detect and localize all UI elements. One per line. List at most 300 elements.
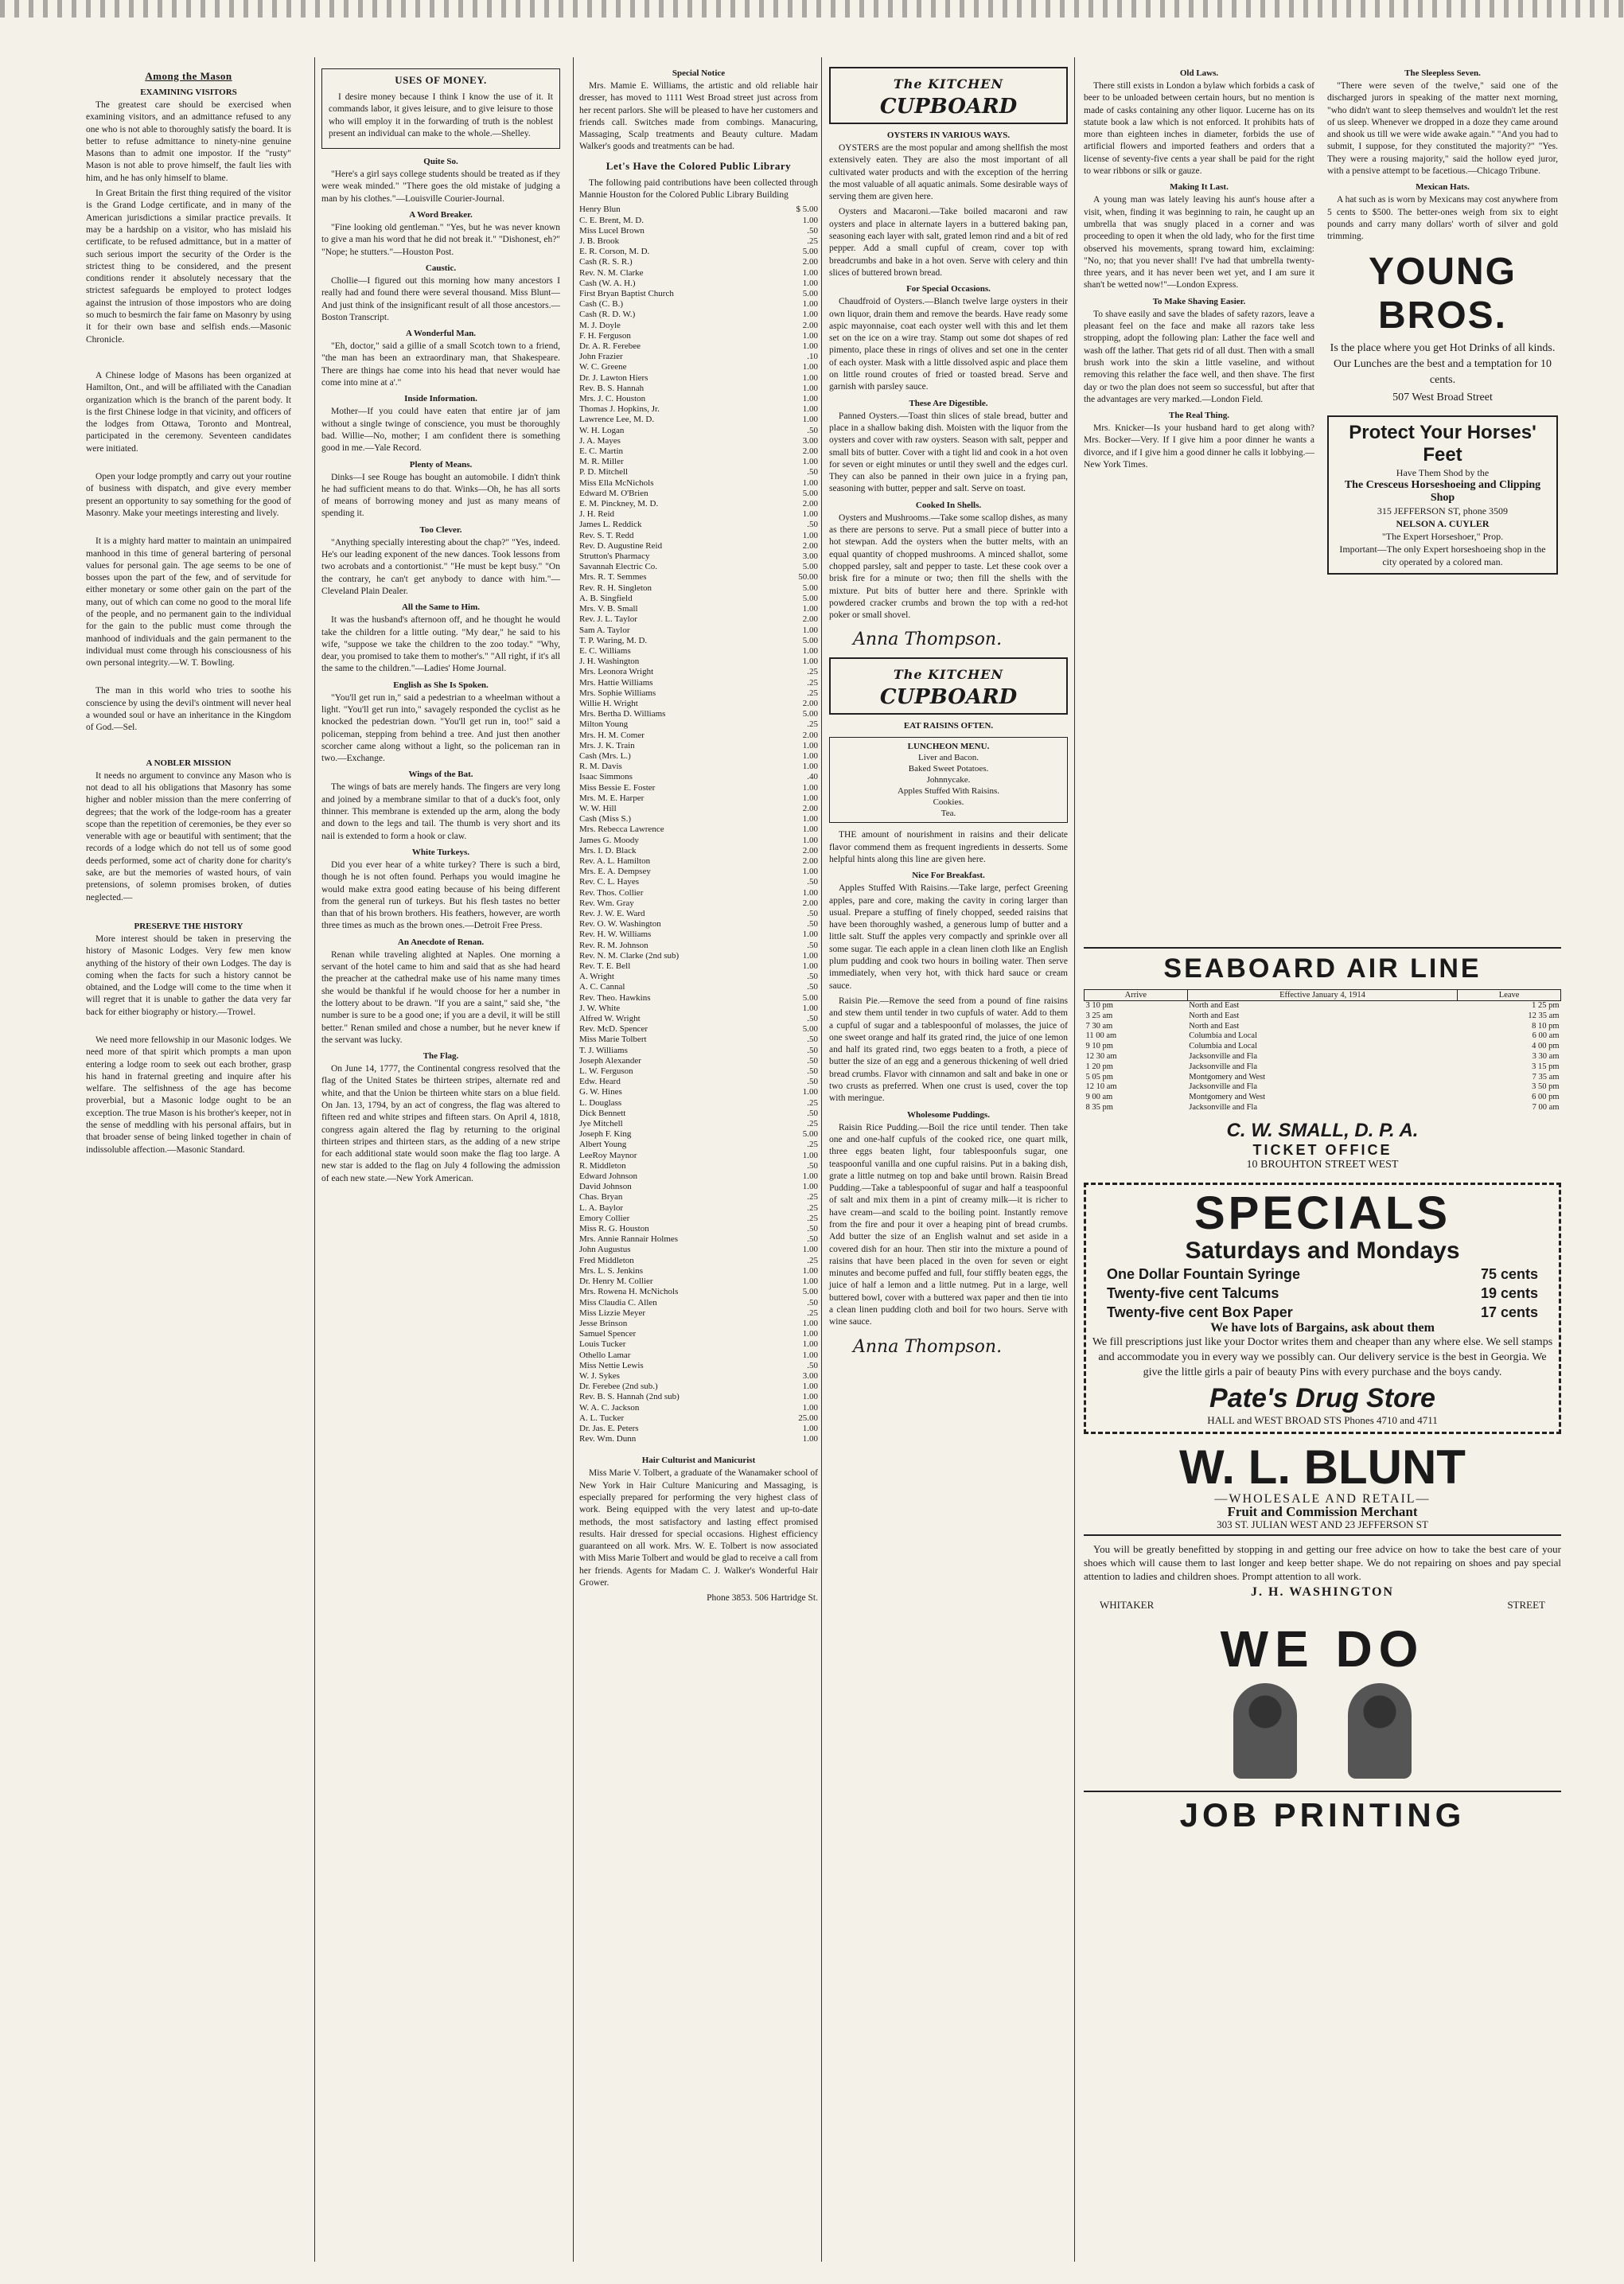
column-short-items [1084, 64, 1314, 474]
donor-name: Samuel Spencer [579, 1329, 637, 1339]
donor-amount: .25 [807, 1213, 818, 1223]
donor-name: Rev. Theo. Hawkins [579, 992, 651, 1003]
donor-amount: 5.00 [802, 562, 818, 572]
donor-row [579, 216, 818, 226]
donor-row [579, 1014, 818, 1024]
donor-row [579, 299, 818, 310]
paragraph: "Anything specially interesting about the chap?" "Yes, indeed. He's our leading exponent of the new dances. Took lessons from two acrobats and a contortionist." "He must be kept busy." "On the contrary, he can't get anybody to dance with him."—Cleveland Plain Dealer. [321, 537, 560, 596]
donor-name: Miss Bessie E. Foster [579, 782, 656, 793]
donor-amount: 1.00 [802, 645, 818, 656]
schedule-row [1085, 1073, 1561, 1083]
blunt-title: W. L. BLUNT [1179, 1440, 1466, 1494]
leave-time: 3 15 pm [1532, 1062, 1560, 1071]
donor-row [579, 888, 818, 898]
donor-row [579, 1234, 818, 1245]
column-right [1327, 64, 1558, 581]
item-title: Mexican Hats. [1416, 182, 1470, 193]
donor-amount: 1.00 [802, 604, 818, 614]
leave-time: 7 35 am [1532, 1072, 1560, 1082]
donor-amount: .50 [807, 982, 818, 992]
donor-row [579, 1098, 818, 1109]
job-printing-title: JOB PRINTING [1084, 1791, 1561, 1834]
donor-row [579, 824, 818, 835]
item-title: Cooked In Shells. [915, 500, 982, 510]
donor-name: Othello Lamar [579, 1350, 631, 1360]
donor-row [579, 1413, 818, 1424]
hand-illustration [1233, 1683, 1297, 1779]
donor-amount: 1.00 [802, 1423, 818, 1433]
donor-name: Edward Johnson [579, 1171, 638, 1182]
donor-name: R. M. Davis [579, 762, 622, 772]
donor-row [579, 804, 818, 814]
paragraph: We need more fellowship in our Masonic lodges. We need more of that spirit which prompts a man upon entering a lodge room to seek out each brother, grasp his hand in fraternal greeting and inquire after his welfare. The selfishness of the age has become proverbial, but a Masonic lodge ought to be an exception. The true Mason is his brother's keeper, not in the sense of meddling with his personal affairs, but in that broader sense of being linked together in chain of indissoluble affection.—Masonic Standard. [86, 1035, 291, 1155]
donor-row [579, 898, 818, 909]
donor-name: R. Middleton [579, 1160, 626, 1171]
donor-amount: 1.00 [802, 477, 818, 488]
donor-name: Rev. McD. Spencer [579, 1024, 648, 1035]
ad-text: Important—The only Expert horseshoeing shop in the city operated by a colored man. [1339, 543, 1546, 567]
donor-row [579, 1066, 818, 1077]
donor-row [579, 289, 818, 299]
donor-name: Rev. N. M. Clarke (2nd sub) [579, 950, 680, 961]
donor-row [579, 226, 818, 236]
donor-name: Rev. J. L. Taylor [579, 614, 637, 625]
route: Jacksonville and Fla [1189, 1062, 1257, 1071]
donor-name: Mrs. J. C. Houston [579, 394, 646, 404]
ad-text: Is the place where you get Hot Drinks of all kinds. Our Lunches are the best and a temptation for 10 cents. [1330, 341, 1556, 386]
column-rule [573, 57, 574, 2262]
donor-amount: .50 [807, 919, 818, 930]
menu-title: LUNCHEON MENU. [907, 742, 990, 752]
paragraph: Renan while traveling alighted at Naples. One morning a servant of the hotel came to him and said that as she had heard the preacher at the cathedral make use of his name many times she would be thankful if he would choose for her a number in the lottery about to be drawn. "If you are a saint," said she, "the number is sure to be a good one; if you are a devil, it will be still better." Renan smiled and chose a number, but he never knew if the servant was lucky. [321, 949, 560, 1045]
donor-name: Rev. B. S. Hannah (2nd sub) [579, 1392, 680, 1402]
donor-row [579, 688, 818, 699]
donor-name: Sam A. Taylor [579, 625, 630, 635]
donor-row [579, 636, 818, 646]
paragraph: Apples Stuffed With Raisins.—Take large, perfect Greening apples, pare and core, making the cavity in coring larger than usual. Prepare a stuffing of finely chopped, seeded raisins that have been thoroughly washed, a generous lump of butter and a little salt. Stuff the apples very compactly and sprinkle over all some sugar. Tie each apple in a clean linen cloth like an English plum pudding and cook two hours in boiling water. Then serve immediately, when very hot, with thick hard sauce or cream sauce. [829, 883, 1068, 991]
donor-name: Miss Marie Tolbert [579, 1035, 647, 1045]
donor-name: Rev. T. E. Bell [579, 961, 631, 971]
paragraph: Open your lodge promptly and carry out your routine of business with dispatch, and give every member present an opportunity to say something for the good of Masonry. Make your meetings interesting and lively. [86, 472, 291, 518]
donor-amount: .40 [807, 772, 818, 782]
special-price: 75 cents [1480, 1265, 1538, 1282]
donor-amount: 1.00 [802, 1087, 818, 1097]
donor-amount: 1.00 [802, 1276, 818, 1287]
schedule-row [1085, 1011, 1561, 1022]
item-title: Nice For Breakfast. [912, 871, 985, 881]
donor-row [579, 646, 818, 657]
paragraph: I desire money because I think I know the use of it. It commands labor, it gives leisure, and to give leisure to those who will employ it in the forwarding of truth is the noblest present an individual can make to the whole.—Shelley. [329, 92, 553, 138]
donor-row [579, 1129, 818, 1140]
donor-amount: 1.00 [802, 1245, 818, 1255]
donor-amount: .50 [807, 1360, 818, 1370]
item-title: Special Notice [672, 68, 726, 78]
donor-row [579, 562, 818, 572]
donor-row [579, 1224, 818, 1234]
donor-row [579, 520, 818, 530]
donor-row [579, 1329, 818, 1339]
agent-name: C. W. SMALL, D. P. A. [1226, 1119, 1419, 1141]
donor-row [579, 930, 818, 940]
donor-amount: .25 [807, 236, 818, 246]
donor-row [579, 982, 818, 992]
column-rule [821, 57, 822, 2262]
arrive-time: 9 00 am [1085, 1093, 1113, 1102]
donor-row [579, 1382, 818, 1392]
donor-name: Rev. Wm. Dunn [579, 1434, 637, 1444]
donor-row [579, 793, 818, 804]
donor-amount: 3.00 [802, 552, 818, 562]
donor-amount: 1.00 [802, 404, 818, 415]
route: Jacksonville and Fla [1189, 1102, 1257, 1112]
ad-subtitle: Saturdays and Mondays [1185, 1237, 1460, 1264]
leave-time: 4 00 pm [1532, 1042, 1560, 1051]
paragraph: A young man was lately leaving his aunt's house after a visit, when, finding it was beginning to rain, he caught up an umbrella that was snugly placed in a corner and was proceeding to open it when the old lady, who for the first time observed his movements, sprang toward him, exclaiming: "No, no; that you never shall! I've had that umbrella twenty-three years, and it has never been wet yet, and I am sure it shan't be wetted now!"—London Express. [1084, 195, 1314, 290]
donor-name: Lawrence Lee, M. D. [579, 415, 655, 425]
donor-name: W. A. C. Jackson [579, 1402, 640, 1413]
donor-name: First Bryan Baptist Church [579, 289, 674, 298]
donor-name: P. D. Mitchell [579, 467, 629, 477]
donor-amount: 2.00 [802, 803, 818, 813]
donor-name: J. W. White [579, 1003, 621, 1013]
donor-row [579, 919, 818, 930]
donor-row [579, 384, 818, 394]
schedule-row [1085, 1093, 1561, 1103]
donor-row [579, 467, 818, 477]
donor-row [579, 1308, 818, 1319]
donor-row [579, 1203, 818, 1214]
item-title: To Make Shaving Easier. [1152, 296, 1246, 306]
menu-item: Tea. [941, 809, 956, 819]
donor-row [579, 614, 818, 625]
col-header: Leave [1458, 990, 1561, 1001]
train-schedule [1084, 989, 1561, 1113]
kitchen-cupboard-logo [829, 67, 1068, 124]
route: North and East [1189, 1001, 1240, 1010]
donor-amount: .25 [807, 667, 818, 677]
donor-name: Rev. B. S. Hannah [579, 383, 645, 393]
donor-name: Miss Lizzie Meyer [579, 1308, 646, 1318]
donor-amount: .50 [807, 1160, 818, 1171]
donor-amount: 5.00 [802, 1287, 818, 1297]
donor-amount: .50 [807, 1077, 818, 1087]
item-title: Caustic. [425, 263, 457, 273]
special-name: Twenty-five cent Box Paper [1107, 1304, 1293, 1320]
donor-amount: .50 [807, 1045, 818, 1055]
donor-name: T. J. Williams [579, 1045, 628, 1055]
paragraph: Oysters and Mushrooms.—Take some scallop dishes, as many as there are persons to serve. Put a small piece of butter into a hot stewpan. Add the oysters when the butter melts, with an equal quantity of chopped mushrooms. A minced shallot, some chopped parsley, salt and pepper to taste. Let these cook over a brisk fire for a minute or two; then fill the shells with the mixture. Put bits of butter here and there. Sprinkle with powdered cracker crumbs and brown the top with a red-hot poker or small shovel. [829, 513, 1068, 621]
donor-amount: 1.00 [802, 394, 818, 404]
donor-row [579, 321, 818, 331]
donor-row [579, 1056, 818, 1066]
donor-amount: 1.00 [802, 814, 818, 824]
donor-name: E. R. Corson, M. D. [579, 247, 650, 257]
donor-row [579, 1119, 818, 1129]
article-subtitle: EXAMINING VISITORS [140, 88, 237, 97]
donor-name: Rev. J. W. E. Ward [579, 908, 645, 918]
donor-row [579, 236, 818, 247]
donor-name: Rev. O. W. Washington [579, 919, 661, 930]
special-item [1091, 1284, 1554, 1303]
quote-box [321, 68, 560, 149]
leave-time: 12 35 am [1528, 1011, 1560, 1020]
donor-amount: 1.00 [802, 1339, 818, 1350]
item-title: All the Same to Him. [401, 602, 481, 613]
donor-row [579, 531, 818, 541]
paragraph: It is a mighty hard matter to maintain an unimpaired manhood in this time of general bartering of personal values for personal gain. The age seems to be one of bosses upon the part of the few, and of servitude for either monetary or some other gain on the part of the many, out of which can come no good to the moral life of the people, and no permanent gain to the individual for the gain to the public must come through the manhood of individuals and the gain permanent to the individual must come through his consciousness of his own personal integrity.—W. T. Bowling. [86, 536, 291, 668]
donor-amount: 2.00 [802, 499, 818, 509]
donor-name: Chas. Bryan [579, 1192, 623, 1202]
donor-name: Mrs. Rowena H. McNichols [579, 1287, 679, 1297]
item-title: Too Clever. [419, 524, 462, 535]
donor-row [579, 509, 818, 520]
signature: Anna Thompson. [853, 629, 1003, 650]
donor-amount: $ 5.00 [796, 205, 818, 215]
donor-amount: 1.00 [802, 1171, 818, 1182]
donor-amount: 1.00 [802, 824, 818, 835]
paragraph: Miss Marie V. Tolbert, a graduate of the Wanamaker school of New York in Hair Culture Manicuring and Massaging, is especially prepared for performing the very highest class of work. Being equipped with the very latest and up-to-date methods, the most satisfactory and lasting effect promised results. Hair dressed for special occasions. Highest efficiency guaranteed on all work. Mrs. W. E. Tolbert is now associated with Miss Marie Tolbert and would be glad to receive a call from her friends. Agents for Madam C. J. Walker's Wonderful Hair Grower. [579, 1468, 818, 1588]
donor-amount: .50 [807, 940, 818, 950]
donor-amount: 1.00 [802, 835, 818, 845]
donor-name: W. J. Sykes [579, 1370, 620, 1381]
ad-title: SPECIALS [1194, 1187, 1451, 1239]
donor-name: J. H. Washington [579, 657, 640, 667]
donor-row [579, 489, 818, 499]
schedule-row [1085, 1052, 1561, 1062]
donor-amount: 2.00 [802, 845, 818, 856]
donor-amount: 5.00 [802, 1129, 818, 1140]
item-title: An Anecdote of Renan. [397, 937, 485, 947]
schedule-row [1085, 1022, 1561, 1032]
logo-line: The KITCHEN [893, 667, 1004, 683]
route: Jacksonville and Fla [1189, 1082, 1257, 1092]
donor-name: L. Douglass [579, 1097, 622, 1108]
donor-amount: 2.00 [802, 898, 818, 908]
donor-amount: 1.00 [802, 762, 818, 772]
donor-name: M. J. Doyle [579, 320, 621, 330]
address-right: STREET [1507, 1598, 1545, 1611]
donor-name: Dr. J. Lawton Hiers [579, 372, 648, 383]
menu-list [833, 752, 1064, 819]
arrive-time: 7 30 am [1085, 1021, 1113, 1031]
donor-row [579, 1319, 818, 1329]
donor-row [579, 877, 818, 887]
donor-amount: .50 [807, 1234, 818, 1245]
paragraph: "There were seven of the twelve," said one of the discharged jurors in speaking of the matter next morning, "who didn't want to sleep themselves and wouldn't let the rest of us sleep. Whenever we dropped in a doze they came around and shook us till we were wide awake again." "And you had to submit, I suppose, for they constituted the majority?" "Yes. They were a rousing majority," said the hollow eyed juror, with a pensive attempt to be facetious.—Chicago Tribune. [1327, 81, 1558, 177]
paragraph: A Chinese lodge of Masons has been organized at Hamilton, Ont., and will be affiliated with the Canadian organization which is the branch of the parent body. It is the first Chinese lodge in that vicinity, and officers of the lodges from Ottawa, Toronto and Montreal, participated in the ceremony. Seventeen candidates were initiated. [86, 370, 291, 454]
donor-amount: 2.00 [802, 698, 818, 708]
donor-name: Henry Blun [579, 205, 621, 215]
article-subtitle: A NOBLER MISSION [146, 758, 232, 768]
donor-amount: 5.00 [802, 1024, 818, 1035]
donor-name: Mrs. H. M. Comer [579, 730, 645, 740]
donor-row [579, 594, 818, 604]
donor-amount: 25.00 [798, 1413, 818, 1423]
donor-row [579, 741, 818, 751]
donor-amount: 1.00 [802, 1318, 818, 1328]
paragraph: We fill prescriptions just like your Doctor writes them and cheaper than any where else. We sell stamps and accommodate you in every way we possibly can. Our delivery service is the best in Georgia. We give the little girls a pair of beauty Pins with every purchase and the boys candy. [1092, 1335, 1553, 1378]
paragraph: OYSTERS are the most popular and among shellfish the most extensively eaten. They are also the most important of all cultivated water products and with the exception of the herring the most valuable of all aquatic animals. Some desirable ways of serving them are given here. [829, 143, 1068, 202]
donor-row [579, 909, 818, 919]
donor-amount: 1.00 [802, 782, 818, 793]
donor-amount: 1.00 [802, 383, 818, 393]
donor-row [579, 541, 818, 552]
donor-row [579, 993, 818, 1004]
donor-amount: 1.00 [802, 867, 818, 877]
seaboard-title: SEABOARD AIR LINE [1084, 947, 1561, 984]
donor-row [579, 709, 818, 719]
donor-row [579, 499, 818, 509]
ad-owner: NELSON A. CUYLER [1396, 517, 1490, 529]
ad-address: 303 ST. JULIAN WEST AND 23 JEFFERSON ST [1084, 1518, 1561, 1536]
donor-name: Miss Nettie Lewis [579, 1360, 644, 1370]
item-title: Wholesome Puddings. [907, 1109, 990, 1120]
donor-row [579, 362, 818, 372]
donor-amount: 1.00 [802, 362, 818, 372]
paragraph: THE amount of nourishment in raisins and their delicate flavor commend them as frequent ingredients in desserts. Some helpful hints along this line are given here. [829, 830, 1068, 864]
donor-name: Rev. Thos. Collier [579, 887, 644, 898]
donor-name: Thomas J. Hopkins, Jr. [579, 404, 660, 415]
donor-name: Rev. R. H. Singleton [579, 583, 652, 593]
donor-amount: 1.00 [802, 415, 818, 425]
item-title: The Flag. [423, 1051, 459, 1062]
donor-row [579, 247, 818, 257]
leave-time: 7 00 am [1532, 1102, 1560, 1112]
kitchen-cupboard-logo [829, 657, 1068, 715]
donor-row [579, 268, 818, 279]
donor-amount: 2.00 [802, 540, 818, 551]
donor-row [579, 478, 818, 489]
signature: Anna Thompson. [853, 1336, 1003, 1357]
paragraph: In Great Britain the first thing required of the visitor is the Grand Lodge certificate, and in many of the American jurisdictions a similar practice prevails. It may be a hardship on a visitor, who has mislaid his certificate, to be refused admittance, but in a matter of such serious import the security of the Order is the strictest thing to be considered, and the present conditions render it absolutely necessary that the strictest safeguards be employed to protect lodges against the intrusion of those impostors who are doing so much to besmirch the fair fame on Masonry by using it for their own base and selfish ends.—Masonic Chronicle. [86, 189, 291, 345]
paragraph: The man in this world who tries to soothe his conscience by using the devil's ointment will never heal a wounded soul or have an inheritance in the Kingdom of God.—Sel. [86, 686, 291, 733]
donor-row [579, 1287, 818, 1297]
donor-row [579, 772, 818, 782]
donor-name: Miss R. G. Houston [579, 1224, 649, 1234]
donor-row [579, 352, 818, 362]
paragraph: You will be greatly benefitted by stopping in and getting our free advice on how to take the best care of your shoes which will cause them to last longer and keep better shape. We do not repairing on shoes and pay special attention to ladies and children shoes. Prompt attention to all work. [1084, 1542, 1561, 1582]
item-title: Hair Culturist and Manicurist [641, 1456, 756, 1466]
donor-name: Rev. N. M. Clarke [579, 267, 644, 278]
donor-amount: .50 [807, 520, 818, 530]
donor-row [579, 1361, 818, 1371]
article-title: EAT RAISINS OFTEN. [903, 721, 994, 731]
donor-row [579, 583, 818, 594]
ad-subtitle: Fruit and Commission Merchant [1227, 1503, 1418, 1519]
donor-name: LeeRoy Maynor [579, 1150, 637, 1160]
donor-row [579, 678, 818, 688]
donor-name: M. R. Miller [579, 457, 624, 467]
donor-name: Albert Young [579, 1140, 627, 1150]
donor-row [579, 1276, 818, 1287]
donor-row [579, 205, 818, 215]
paragraph: It needs no argument to convince any Mason who is not dead to all his obligations that Masonry has some higher and nobler mission than the mere conferring of degrees; that the work of the lodge-room has a greater scope than the repetition of ceremonies, be they ever so venerable with age or beautiful with sentiment; that the records of a lodge which do not tell us of some good deeds performed, some act of charity done for charity's sake, are but the memories of wasted hours, of vain pretensions, of solemn promises broken, of duties neglected.— [86, 770, 291, 902]
donor-row [579, 373, 818, 384]
donor-name: Mrs. M. E. Harper [579, 793, 645, 803]
leave-time: 1 25 pm [1532, 1001, 1560, 1010]
donor-row [579, 1424, 818, 1434]
donor-name: Cash (W. A. H.) [579, 278, 636, 288]
schedule-row [1085, 1042, 1561, 1052]
donor-row [579, 426, 818, 436]
donor-row [579, 404, 818, 415]
item-title: These Are Digestible. [909, 398, 988, 408]
paragraph: "Eh, doctor," said a gillie of a small Scotch town to a friend, "the man has been an extraordinary man, that Shakespeare. There are things hae come into his head that never would hae come into mine at a'." [321, 341, 560, 388]
donor-name: W. H. Logan [579, 425, 625, 435]
route: Columbia and Local [1189, 1031, 1257, 1041]
donor-row [579, 699, 818, 709]
donor-name: W. C. Greene [579, 362, 627, 372]
donor-name: Mrs. Annie Rannair Holmes [579, 1234, 679, 1245]
donor-amount: 5.00 [802, 488, 818, 498]
route: North and East [1189, 1011, 1240, 1020]
paragraph: More interest should be taken in preserving the history of Masonic Lodges. Very few men know anything of the history of their own Lodges. The day is coming when the facts for such a history cannot be obtained, and the Lodge will come to the time when it will regret that it is unable to gather the data very far back for either biography or history.—Trowel. [86, 933, 291, 1017]
special-name: One Dollar Fountain Syringe [1107, 1265, 1301, 1282]
paragraph: It was the husband's afternoon off, and he thought he would take the children for a little outing. "My dear," he said to his wife, "suppose we take the children to the zoo today." "Why, dear, you promised to take them to mother's." "All right, if it's all the same to the children."—Ladies' Home Journal. [321, 615, 560, 674]
donor-name: Joseph Alexander [579, 1055, 641, 1066]
donor-row [579, 1371, 818, 1382]
donor-name: Rev. H. W. Williams [579, 930, 652, 940]
donor-name: James G. Moody [579, 835, 639, 845]
paragraph: On June 14, 1777, the Continental congress resolved that the flag of the United States be thirteen stripes, alternate red and white, and that the Union be thirteen white stars on a blue field. On Jan. 13, 1794, by an act of congress, the flag was altered to fifteen red and white stripes and fifteen stars. On April 4, 1818, congress again altered the flag by returning to the original thirteen stripes and thirteen stars, as the adding of a new stripe for each additional state would soon make the flag too large. A new star is added to the flag on July 4 following the admission of each new state.—New York American. [321, 1064, 560, 1183]
donor-amount: .25 [807, 688, 818, 698]
donor-name: G. W. Hines [579, 1087, 622, 1097]
specials-ad [1084, 1183, 1561, 1434]
donor-name: Alfred W. Wright [579, 1014, 641, 1024]
donor-name: A. C. Cannal [579, 982, 625, 992]
donor-name: T. P. Waring, M. D. [579, 635, 648, 645]
donor-name: E. C. Williams [579, 645, 631, 656]
donor-amount: 1.00 [802, 341, 818, 352]
donor-row [579, 867, 818, 877]
donor-row [579, 1035, 818, 1045]
leave-time: 6 00 am [1532, 1031, 1560, 1041]
route: North and East [1189, 1021, 1240, 1031]
donor-name: E. M. Pinckney, M. D. [579, 499, 659, 509]
donor-row [579, 394, 818, 404]
special-price: 19 cents [1480, 1284, 1538, 1301]
donor-amount: 1.00 [802, 793, 818, 803]
paragraph: The wings of bats are merely hands. The fingers are very long and joined by a membrane similar to that of a duck's foot, only thinner. This membrane is extended up the arm, along the body and down to the legs and tail. The thumb is very short and its nail is extended to form a hook or claw. [321, 782, 560, 841]
donor-table [579, 205, 818, 1444]
donor-amount: 1.00 [802, 1350, 818, 1360]
donor-amount: 1.00 [802, 1265, 818, 1276]
donor-amount: 1.00 [802, 930, 818, 940]
donor-amount: 2.00 [802, 446, 818, 457]
ad-shop: The Cresceus Horseshoeing and Clipping Shop [1344, 478, 1541, 504]
young-bros-ad-title: YOUNG BROS. [1368, 250, 1517, 337]
donor-name: Cash (Miss S.) [579, 814, 632, 824]
arrive-time: 5 05 pm [1085, 1072, 1113, 1082]
schedule-row [1085, 1001, 1561, 1011]
donor-row [579, 552, 818, 562]
donor-name: Mrs. Rebecca Lawrence [579, 824, 664, 835]
donor-name: Mrs. Sophie Williams [579, 688, 656, 698]
donor-name: L. A. Baylor [579, 1202, 623, 1213]
item-title: A Word Breaker. [409, 210, 473, 220]
donor-amount: 1.00 [802, 310, 818, 320]
donor-name: Rev. R. M. Johnson [579, 940, 648, 950]
shop-name: J. H. WASHINGTON [1251, 1584, 1394, 1599]
donor-name: E. C. Martin [579, 446, 623, 457]
donor-name: Rev. S. T. Redd [579, 530, 634, 540]
donor-amount: .50 [807, 425, 818, 435]
donor-amount: 1.00 [802, 950, 818, 961]
donor-amount: 1.00 [802, 530, 818, 540]
luncheon-menu [829, 737, 1068, 823]
hand-illustration [1348, 1683, 1412, 1779]
donor-row [579, 415, 818, 425]
